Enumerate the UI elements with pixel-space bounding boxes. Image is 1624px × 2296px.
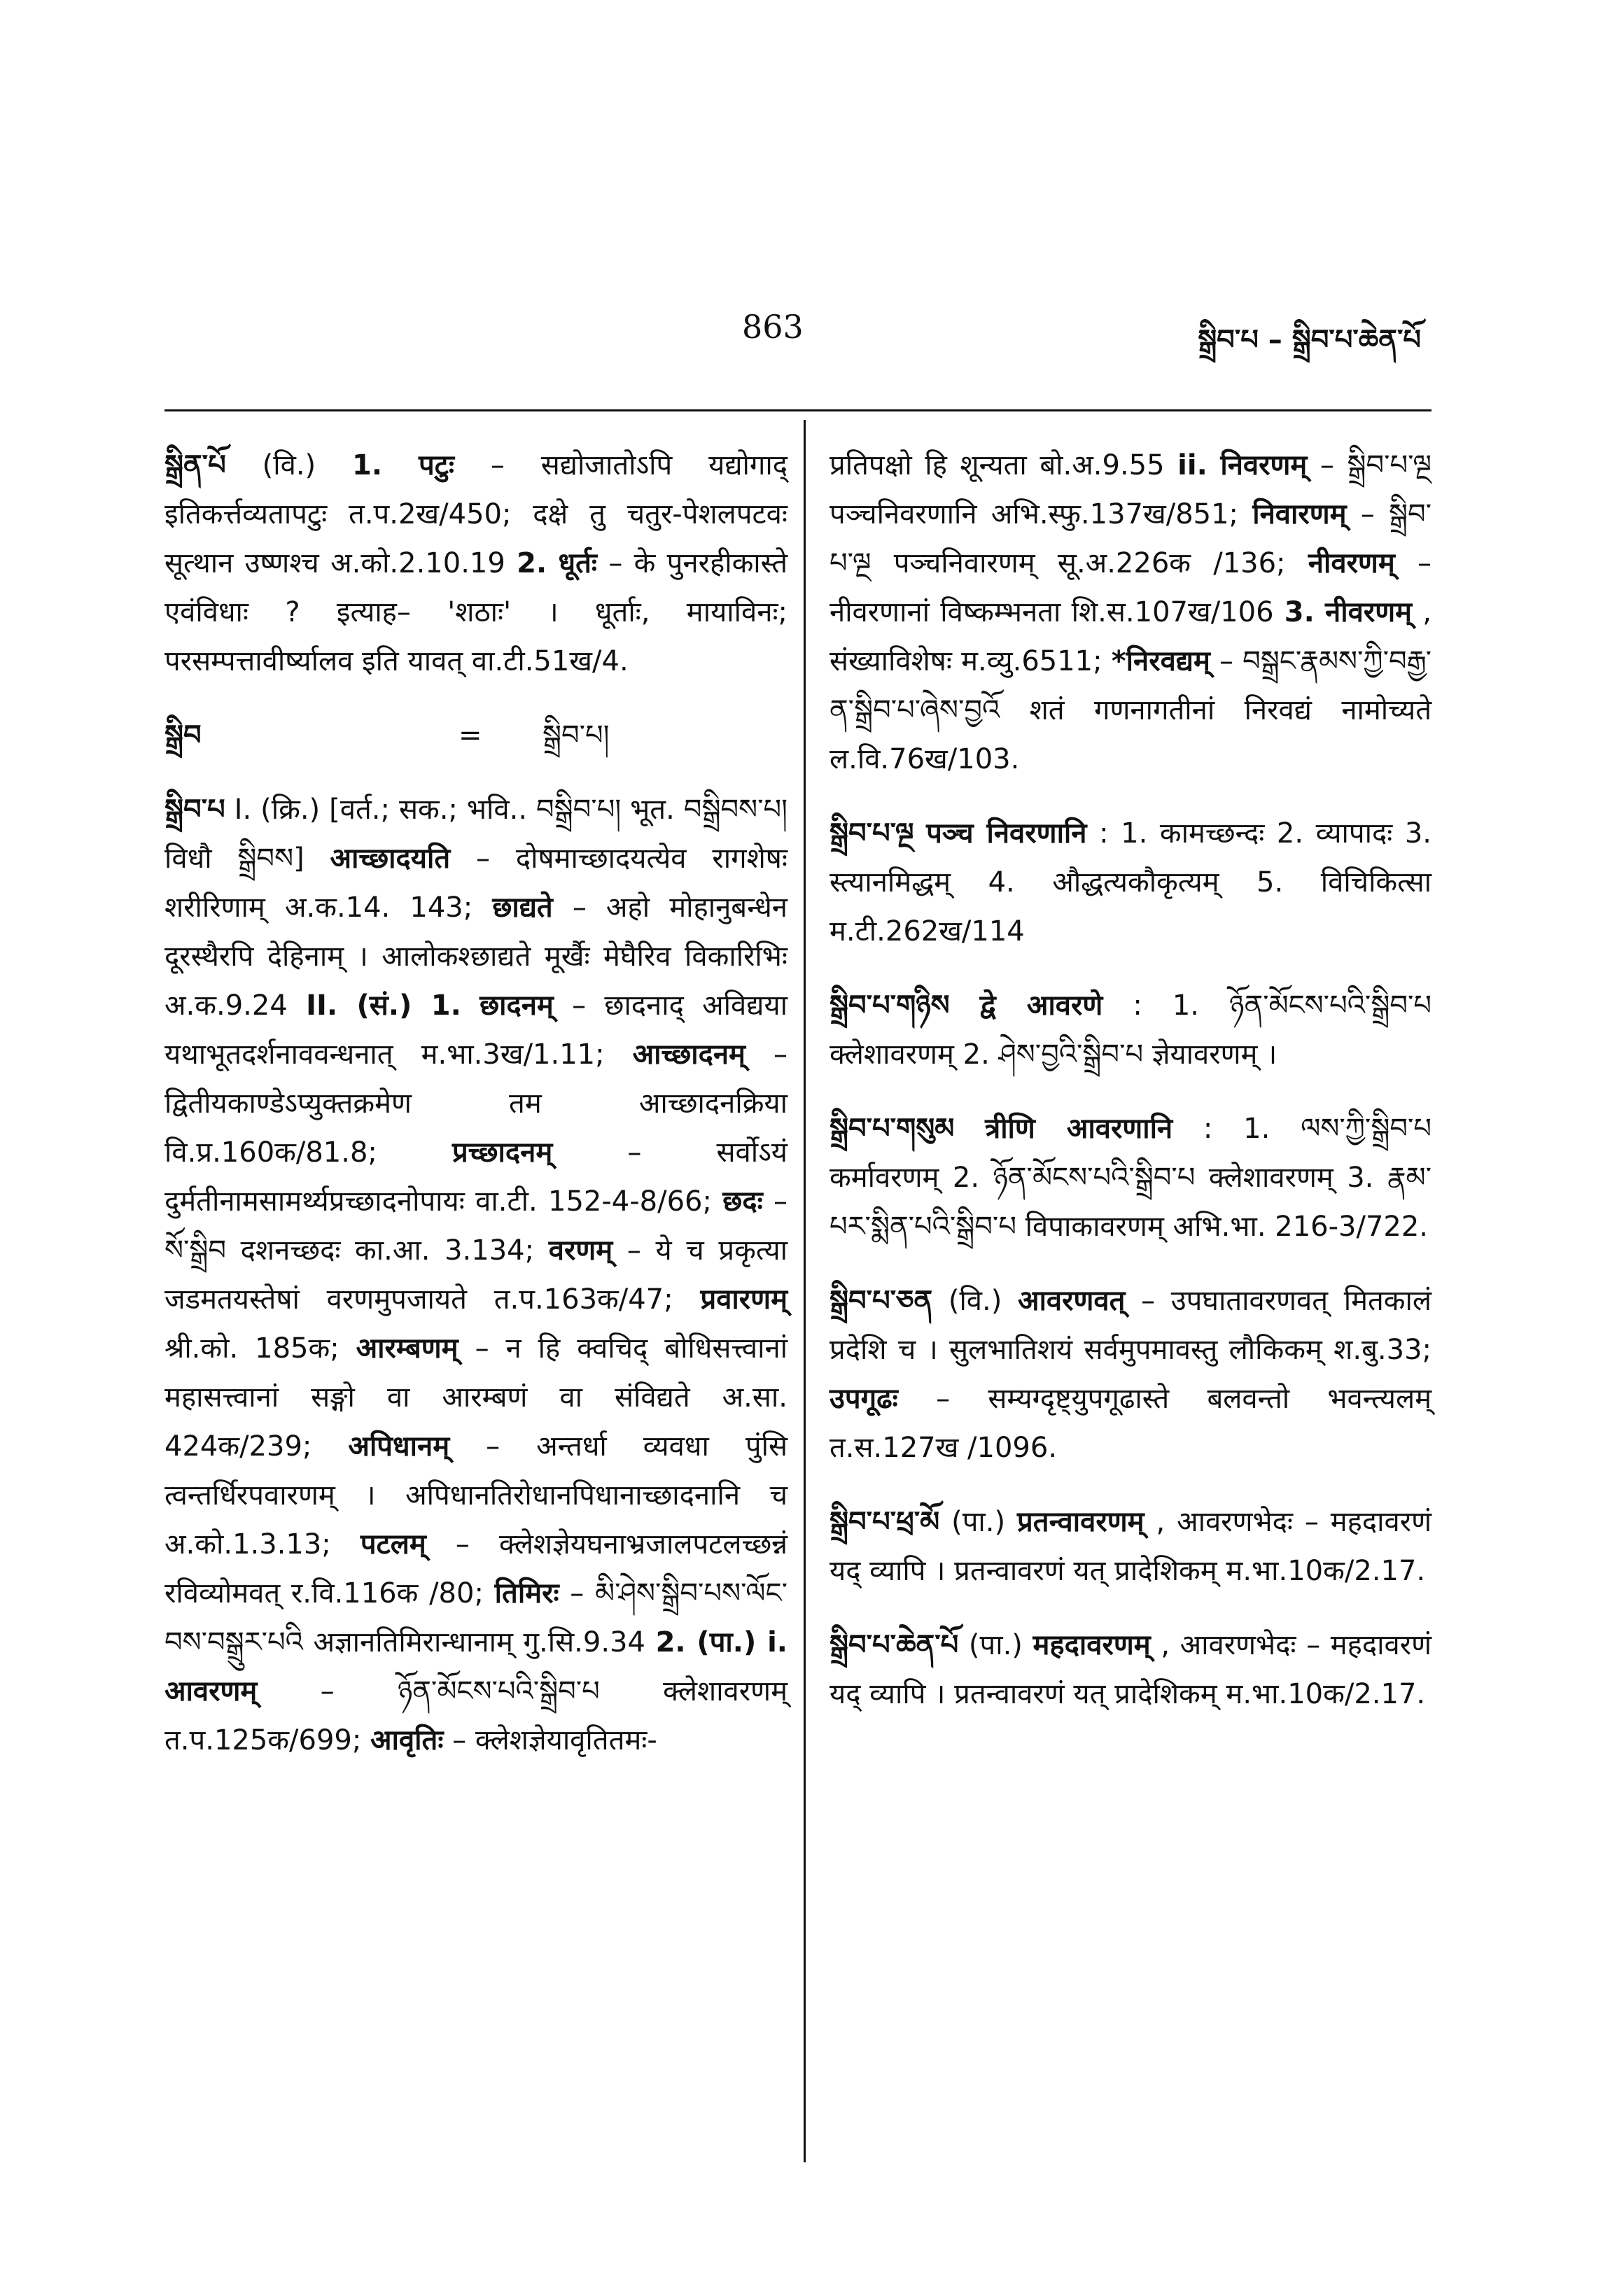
citation-text: – अहो मोहानुबन्धेन दूरस्थैरपि देहिनाम् । आलोकश्छाद्यते मूर्खैः मेघैरिव विकारिभिः अ.क.9.24 xyxy=(164,892,788,1022)
equals-sign: = xyxy=(458,719,482,752)
citation-text: – क्लेशज्ञेयघनाभ्रजालपटलच्छन्नं रविव्योमवत् र.वि.116क /80; xyxy=(164,1528,788,1610)
dictionary-entry xyxy=(830,1498,1432,1596)
sanskrit-equivalent: नीवरणम् xyxy=(1308,547,1395,579)
citation-text: – སོ་སྒྲིབ दशनच्छदः का.आ. 3.134; xyxy=(164,1185,788,1267)
citation-text: – सम्यग्दृष्ट्युपगूढास्ते बलवन्तो भवन्त्यलम् त.स.127ख /1096. xyxy=(830,1383,1432,1464)
sanskrit-equivalent: द्वे आवरणे xyxy=(979,989,1103,1022)
dictionary-entry xyxy=(830,1276,1432,1472)
citation-text: : 1. ཉོན་མོངས་པའི་སྒྲིབ་པ क्लेशावरणम् 2. ཤེས་བྱའི་སྒྲིབ་པ ज्ञेयावरणम् । xyxy=(830,989,1432,1071)
column-divider xyxy=(804,420,806,2162)
entry-headword: སྒྲིབ་པ་ཆེན་པོ xyxy=(830,1629,959,1661)
sanskrit-equivalent: आवरणम् xyxy=(164,1675,258,1707)
entry-headword: སྒྲིབ་པ་གཉིས xyxy=(830,989,950,1022)
running-head: སྒྲིབ་པ – སྒྲིབ་པ་ཆེན་པོ xyxy=(1198,324,1421,356)
grammar-label: (पा.) xyxy=(951,1506,1006,1538)
sense-number: ii. xyxy=(1177,449,1208,481)
header-rule xyxy=(164,409,1432,411)
sense-number: II. (सं.) 1. xyxy=(306,989,461,1022)
entry-headword: སྒྲིབ་པ་ལྔ xyxy=(830,817,914,850)
citation-text: – द्वितीयकाण्डेऽप्युक्तक्रमेण तम आच्छादनक्रिया वि.प्र.160क/81.8; xyxy=(164,1038,788,1169)
citation-text: – उपघातावरणवत् मितकालं प्रदेशि च । सुलभातिशयं सर्वमुपमावस्तु लौकिकम् श.बु.33; xyxy=(830,1285,1432,1366)
sanskrit-equivalent: आच्छादयति xyxy=(330,843,451,875)
sanskrit-equivalent: तिमिरः xyxy=(494,1577,559,1610)
sanskrit-equivalent: अपिधानम् xyxy=(348,1430,450,1463)
entry-headword: སྒྲིབ་པ་གསུམ xyxy=(830,1113,955,1145)
citation-text: : 1. कामच्छन्दः 2. व्यापादः 3. स्त्यानमिद्धम् 4. औद्धत्यकौकृत्यम् 5. विचिकित्सा म.टी.262ख/114 xyxy=(830,817,1432,948)
sanskrit-equivalent: आच्छादनम् xyxy=(632,1038,746,1071)
citation-text: – सद्योजातोऽपि यद्योगाद् इतिकर्त्तव्यतापटुः त.प.2ख/450; दक्षे तु चतुर-पेशलपटवः सूत्थान उष्णश्च अ.को.2.10.19 xyxy=(164,449,788,579)
sanskrit-equivalent: नीवरणम् xyxy=(1325,596,1413,628)
dictionary-entry xyxy=(830,809,1432,956)
citation-text: , आवरणभेदः – महदावरणं यद् व्यापि । प्रतन्वावरणं यत् प्रादेशिकम् म.भा.10क/2.17. xyxy=(830,1629,1432,1710)
sanskrit-equivalent: छादनम् xyxy=(479,989,554,1022)
left-column xyxy=(164,441,788,1790)
sanskrit-equivalent: उपगूढः xyxy=(830,1383,898,1415)
citation-text: – क्लेशज्ञेयावृतितमः- xyxy=(452,1724,657,1756)
citation-text: – न हि क्वचिद् बोधिसत्त्वानां महासत्त्वानां सङ्गो वा आरम्बणं वा संविद्यते अ.सा. 424क/239; xyxy=(164,1332,788,1463)
citation-text: – के पुनरहीकास्ते एवंविधाः ? इत्याह– 'शठाः' । धूर्ताः, मायाविनः; परसम्पत्तावीर्ष्यालव इति यावत् वा.टी.51ख/4. xyxy=(164,547,788,677)
sanskrit-equivalent: छदः xyxy=(722,1185,763,1218)
sanskrit-equivalent: वरणम् xyxy=(548,1234,613,1267)
cross-reference-target: སྒྲིབ་པ། xyxy=(542,719,610,752)
sanskrit-equivalent: *निरवद्यम् xyxy=(1111,645,1210,677)
entry-headword: སྒྲིབ་པ་ཕྲ་མོ xyxy=(830,1506,940,1538)
dictionary-entry xyxy=(830,1104,1432,1251)
sanskrit-equivalent: महदावरणम् xyxy=(1032,1629,1151,1661)
sense-number: 3. xyxy=(1284,596,1315,628)
sanskrit-equivalent: आवृतिः xyxy=(370,1724,444,1756)
sanskrit-equivalent: प्रतन्वावरणम् xyxy=(1017,1506,1144,1538)
sense-number: 1. xyxy=(352,449,383,481)
sanskrit-equivalent: छाद्यते xyxy=(492,892,553,924)
sanskrit-equivalent: आवरणवत् xyxy=(1018,1285,1126,1317)
citation-text: – མི་ཤེས་སྒྲིབ་པས་ལོང་བས་བསྒྲུར་པའི अज्ञानतिमिरान्धानाम् गु.सि.9.34 xyxy=(164,1577,788,1658)
sanskrit-equivalent: निवरणम् xyxy=(1220,449,1308,481)
dictionary-entry xyxy=(830,1621,1432,1719)
citation-text: , संख्याविशेषः म.व्यु.6511; xyxy=(830,596,1432,677)
dictionary-entry xyxy=(164,441,788,686)
citation-text: – छादनाद् अविद्यया यथाभूतदर्शनाववन्धनात् म.भा.3ख/1.11; xyxy=(164,989,788,1071)
entry-continuation xyxy=(830,441,1432,784)
grammar-label: I. (क्रि.) [वर्त.; सक.; भवि.. བསྒྲིབ་པ། भूत. བསྒྲིབས་པ། विधौ སྒྲིབས] xyxy=(164,794,788,875)
entry-headword: སྒྲིབ xyxy=(164,719,202,752)
cross-reference-entry xyxy=(164,711,788,760)
sense-number: 2. xyxy=(517,547,547,579)
citation-text: प्रतिपक्षो हि शून्यता बो.अ.9.55 xyxy=(830,449,1165,481)
entry-headword: སྒྲིབ་པ་ཅན xyxy=(830,1285,933,1317)
entry-headword: སྒྲིན་པོ xyxy=(164,449,226,481)
sanskrit-equivalent: पञ्च निवरणानि xyxy=(926,817,1087,850)
citation-text: – सर्वोऽयं दुर्मतीनामसामर्थ्यप्रच्छादनोपायः वा.टी. 152-4-8/66; xyxy=(164,1136,788,1218)
sanskrit-equivalent: धूर्तः xyxy=(558,547,597,579)
page-number: 863 xyxy=(742,308,804,346)
right-column xyxy=(830,441,1432,1744)
sanskrit-equivalent: प्रवारणम् xyxy=(700,1283,788,1316)
citation-text: – अन्तर्धा व्यवधा पुंसि त्वन्तर्धिरपवारणम् । अपिधानतिरोधानपिधानाच्छादनानि च अ.को.1.3.13; xyxy=(164,1430,788,1561)
entry-headword: སྒྲིབ་པ xyxy=(164,794,225,826)
citation-text: – ཉོན་མོངས་པའི་སྒྲིབ་པ क्लेशावरणम् त.प.125क/699; xyxy=(164,1675,788,1756)
sanskrit-equivalent: त्रीणि आवरणानि xyxy=(985,1113,1173,1145)
sanskrit-equivalent: पटुः xyxy=(418,449,454,481)
citation-text: , आवरणभेदः – महदावरणं यद् व्यापि । प्रतन्वावरणं यत् प्रादेशिकम् म.भा.10क/2.17. xyxy=(830,1506,1432,1587)
dictionary-entry xyxy=(830,981,1432,1079)
citation-text: – སྒྲིབ་པ་ལྔ पञ्चनिवरणानि अभि.स्फु.137ख/851; xyxy=(830,449,1432,530)
sanskrit-equivalent: प्रच्छादनम् xyxy=(452,1136,553,1169)
citation-text: – ये च प्रकृत्या जडमतयस्तेषां वरणमुपजायते त.प.163क/47; xyxy=(164,1234,788,1316)
sanskrit-equivalent: निवारणम् xyxy=(1252,498,1347,530)
grammar-label: (पा.) xyxy=(968,1629,1023,1661)
grammar-label: (वि.) xyxy=(262,449,316,481)
citation-text: : 1. ལས་ཀྱི་སྒྲིབ་པ कर्मावरणम् 2. ཉོན་མོངས་པའི་སྒྲིབ་པ क्लेशावरणम् 3. རྣམ་པར་སྨིན་པའི་སྒྲིབ་པ विपाकावरणम् अभि.भा. 216-3/722. xyxy=(830,1113,1432,1243)
sense-number: 2. (पा.) i. xyxy=(655,1626,788,1658)
sanskrit-equivalent: पटलम् xyxy=(360,1528,426,1561)
citation-text: श्री.को. 185क; xyxy=(164,1332,340,1365)
grammar-label: (वि.) xyxy=(948,1285,1002,1317)
citation-text: – दोषमाच्छादयत्येव रागशेषः शरीरिणाम् अ.क.14. 143; xyxy=(164,843,788,924)
citation-text: – བསྒྲང་རྣམས་ཀྱི་བརྒྱ་ན་སྒྲིབ་པ་ཞེས་བྱའོ शतं गणनागतीनां निरवद्यं नामोच्यते ल.वि.76ख/103. xyxy=(830,645,1432,775)
citation-text: – नीवरणानां विष्कम्भनता शि.स.107ख/106 xyxy=(830,547,1432,628)
sanskrit-equivalent: आरम्बणम् xyxy=(356,1332,458,1365)
citation-text: – སྒྲིབ་པ་ལྔ पञ्चनिवारणम् सू.अ.226क /136; xyxy=(830,498,1432,579)
dictionary-entry xyxy=(164,785,788,1765)
